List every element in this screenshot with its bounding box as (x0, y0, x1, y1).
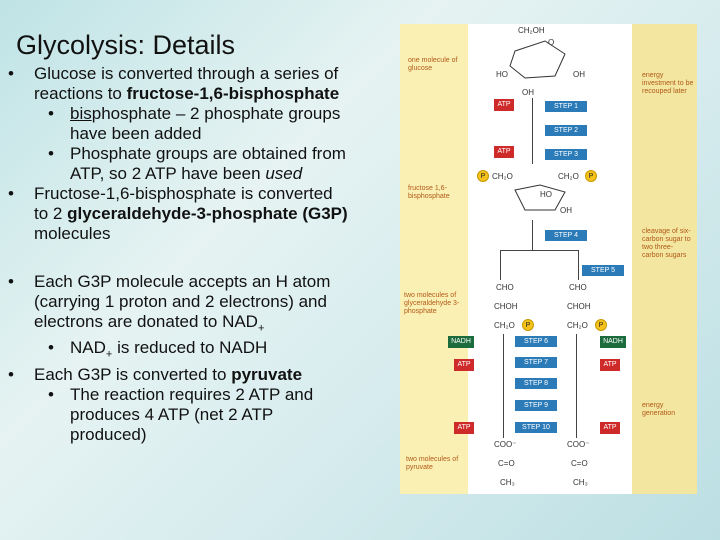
phosphate-icon: P (522, 319, 534, 331)
step-7: STEP 7 (515, 357, 557, 368)
atp-badge: ATP (454, 359, 474, 371)
fructose-label: fructose 1,6-bisphosphate (408, 185, 450, 200)
atp-badge: ATP (600, 359, 620, 371)
bullet-item: • Fructose-1,6-bisphosphate is converted to 2 glyceraldehyde-3-phosphate (G3P) molecules (6, 184, 406, 244)
bullet-item: • Each G3P molecule accepts an H atom (carrying 1 proton and 2 electrons) and electrons are donated to $NAD_+$ (6, 272, 406, 338)
g3p-label: two molecules of glyceraldehyde 3-phosphate (404, 292, 460, 315)
sub-bullet-item: • The reaction requires 2 ATP and produces 4 ATP (net 2 ATP produced) (6, 385, 406, 445)
atp-badge: ATP (600, 422, 620, 434)
step-10: STEP 10 (515, 422, 557, 433)
sub-bullet-item: • bisphosphate – 2 phosphate groups have been added (6, 104, 406, 144)
step-6: STEP 6 (515, 336, 557, 347)
nadh-badge: NADH (600, 336, 626, 348)
step-1: STEP 1 (545, 101, 587, 112)
energy-generation-label: energy generation (642, 402, 676, 417)
step-3: STEP 3 (545, 149, 587, 160)
glucose-label: one molecule of glucose (408, 57, 458, 72)
bullet-item: • Glucose is converted through a series of reactions to fructose-1,6-bisphosphate (6, 64, 406, 104)
step-2: STEP 2 (545, 125, 587, 136)
bullet-item: • Each G3P is converted to pyruvate (6, 365, 406, 385)
phosphate-icon: P (595, 319, 607, 331)
glucose-structure-icon (490, 26, 590, 96)
energy-investment-label: energy investment to be recouped later (642, 72, 694, 95)
phosphate-icon: P (585, 170, 597, 182)
bullet-list (6, 64, 406, 445)
atp-badge: ATP (454, 422, 474, 434)
nadh-badge: NADH (448, 336, 474, 348)
phosphate-icon: P (477, 170, 489, 182)
slide-title: Glycolysis: Details (16, 30, 236, 60)
atp-badge: ATP (494, 146, 514, 158)
step-4: STEP 4 (545, 230, 587, 241)
cleavage-label: cleavage of six-carbon sugar to two three-carbon sugars (642, 228, 691, 259)
atp-badge: ATP (494, 99, 514, 111)
sub-bullet-item: • $NAD_+$ is reduced to NADH (6, 338, 406, 364)
step-9: STEP 9 (515, 400, 557, 411)
step-5: STEP 5 (582, 265, 624, 276)
step-8: STEP 8 (515, 378, 557, 389)
sub-bullet-item: • Phosphate groups are obtained from ATP, so 2 ATP have been used (6, 144, 406, 184)
pyruvate-label: two molecules of pyruvate (406, 456, 459, 471)
slide: Glycolysis: Details • Glucose is converted through a series of reactions to fructose-1,6-bisphosphate • bisphosphate – 2 phosphate groups have been added • Phosphate groups are obtained from ATP, so 2 ATP have been used • Fructose-1,6-bisphosphate is converted to 2 glyceraldehyde-3-phosphate (G3P) molecules • Each G3P molecule accepts an H atom (carrying 1 proton and 2 electrons) and electrons are donated to $NAD_+$ • $NAD_+$ is reduced to NADH • Each G3P is converted to pyruvate • The reaction requires 2 ATP and produces 4 ATP (net 2 ATP produced) one molecule of glucose fructose 1,6-bisphosphate two molecules of glyceraldehyde 3-phosphate two molecules of pyruvate energy investment to be recouped later cleavage of six-carbon sugar to two three-carbon sugars energy generation CH₂OH O HO OH OH STEP 1 STEP 2 STEP 3 ATP ATP P CH₂O CH₂O P HO OH STEP 4 STEP 5 CHO CHO CHOH CHOH CH₂O P CH₂O P STEP 6 STEP 7 STEP 8 STEP 9 STEP 10 NADH NADH ATP ATP ATP ATP COO⁻ COO⁻ C=O C=O CH₃ CH₃ (0, 0, 720, 540)
